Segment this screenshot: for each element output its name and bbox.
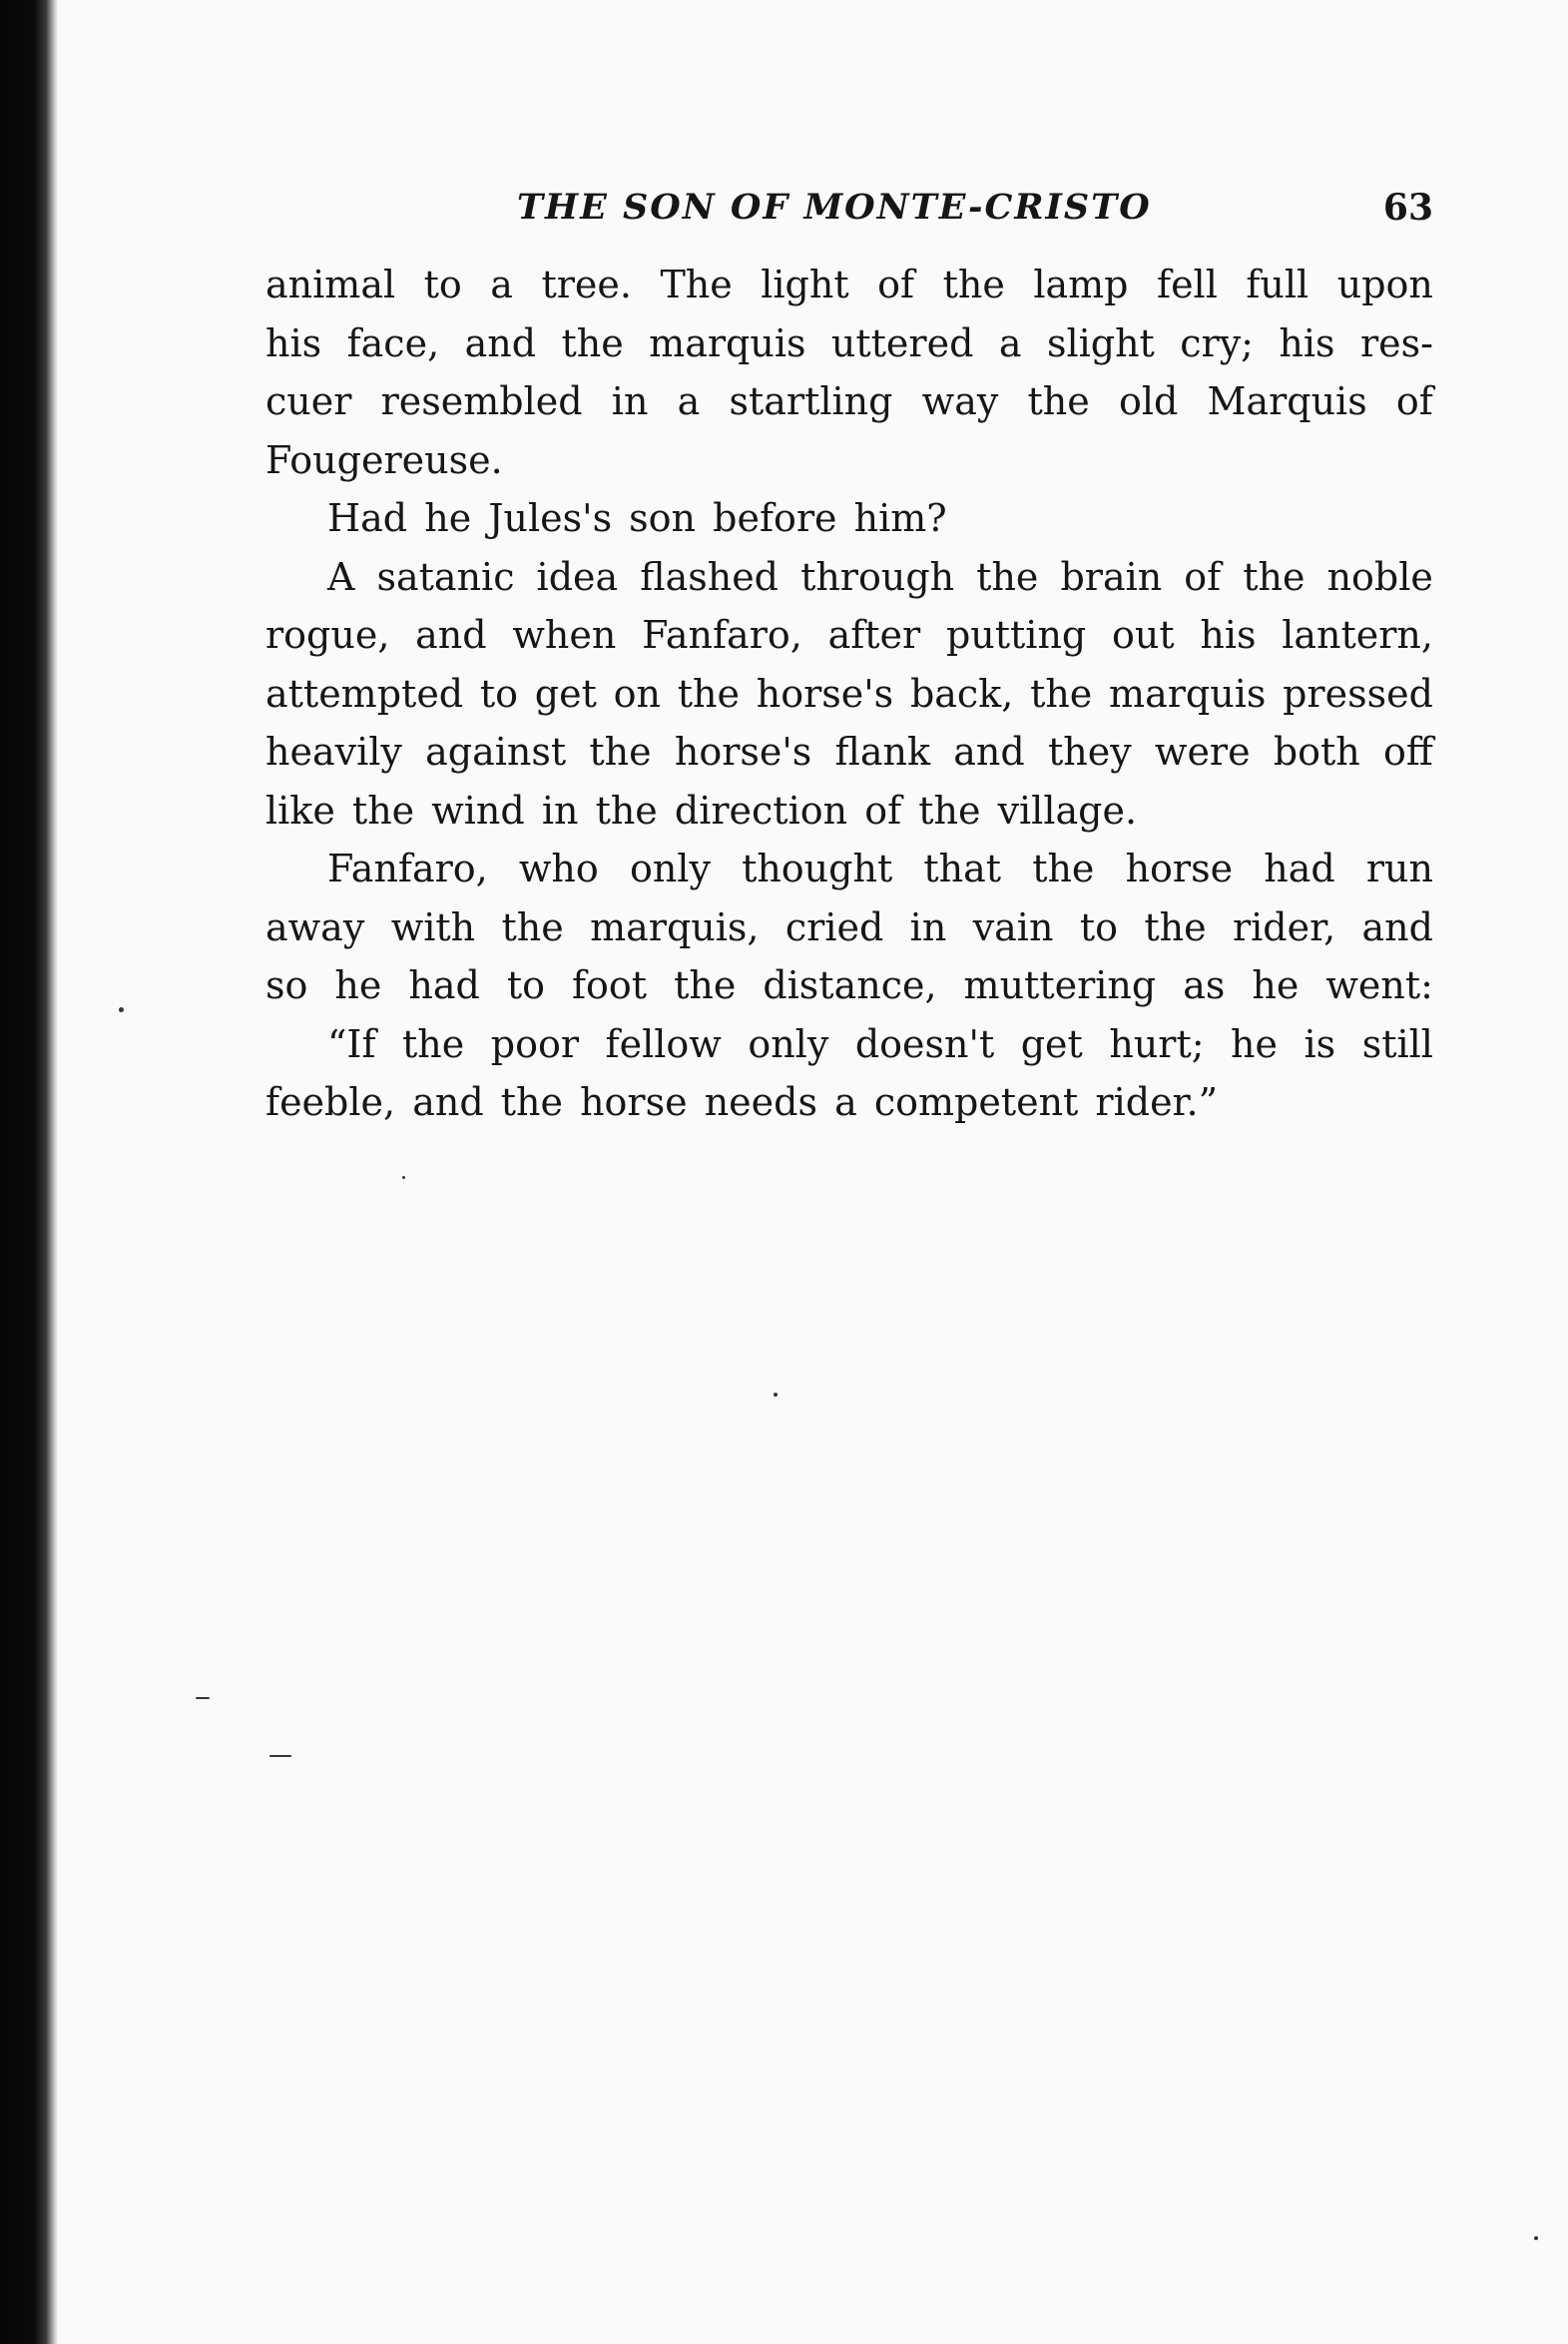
word: hurt; bbox=[1109, 1021, 1205, 1066]
page-number: 63 bbox=[1382, 187, 1433, 229]
word: A bbox=[327, 554, 355, 599]
word: face, bbox=[346, 320, 440, 365]
word: cry; bbox=[1180, 320, 1254, 365]
word: the bbox=[976, 554, 1039, 599]
word: fell bbox=[1157, 263, 1218, 306]
word: the bbox=[1144, 904, 1207, 949]
word: is bbox=[1304, 1021, 1336, 1066]
word: run bbox=[1365, 847, 1433, 890]
word: upon bbox=[1336, 263, 1433, 306]
word: the bbox=[1032, 847, 1095, 890]
word: horse's bbox=[756, 671, 894, 716]
word: get bbox=[1020, 1021, 1083, 1066]
word: when bbox=[512, 613, 617, 657]
word: the bbox=[589, 730, 652, 774]
word: rider, bbox=[1232, 904, 1336, 949]
word: of bbox=[1184, 554, 1222, 599]
word: Fanfaro, bbox=[327, 847, 488, 890]
running-title: THE SON OF MONTE-CRISTO bbox=[517, 187, 1152, 228]
word: foot bbox=[571, 963, 648, 1007]
word: Had bbox=[327, 496, 408, 540]
word: a bbox=[998, 320, 1022, 365]
word: the bbox=[1027, 379, 1090, 423]
text-line bbox=[265, 898, 1433, 957]
print-speck bbox=[402, 1176, 405, 1179]
word: of bbox=[1395, 379, 1433, 423]
text-line bbox=[265, 840, 1433, 898]
word: The bbox=[660, 263, 733, 306]
body-text bbox=[265, 256, 1433, 1132]
word: so bbox=[265, 963, 308, 1007]
word: the bbox=[501, 904, 564, 949]
word: old bbox=[1118, 379, 1179, 423]
word: lamp bbox=[1033, 263, 1129, 306]
word: marquis bbox=[649, 320, 806, 365]
word: away bbox=[265, 904, 365, 949]
word: cried bbox=[784, 904, 884, 949]
text-line bbox=[265, 1073, 1433, 1132]
word: and bbox=[415, 613, 487, 657]
word: poor bbox=[490, 1021, 580, 1066]
word: fellow bbox=[605, 1021, 722, 1066]
word: animal bbox=[265, 263, 396, 306]
word: who bbox=[518, 847, 599, 890]
word: the bbox=[561, 320, 624, 365]
word: the bbox=[500, 1080, 563, 1124]
word: the bbox=[595, 788, 658, 833]
print-speck bbox=[269, 1755, 291, 1757]
word: the bbox=[1243, 554, 1306, 599]
word: the bbox=[351, 788, 415, 833]
word: wind bbox=[431, 788, 525, 833]
word: and bbox=[953, 730, 1025, 774]
word: and bbox=[464, 320, 537, 365]
word: horse bbox=[1125, 847, 1234, 890]
word: the bbox=[918, 788, 981, 833]
word: the bbox=[402, 1021, 465, 1066]
text-line bbox=[265, 548, 1433, 607]
word: doesn't bbox=[854, 1021, 995, 1066]
word: of bbox=[877, 263, 915, 306]
word: to bbox=[423, 263, 462, 306]
word: and bbox=[1361, 904, 1433, 949]
word: marquis bbox=[1109, 671, 1267, 716]
word: Jules's bbox=[488, 496, 613, 540]
word: he bbox=[424, 496, 472, 540]
word: still bbox=[1361, 1021, 1433, 1066]
word: full bbox=[1246, 263, 1309, 306]
word: the bbox=[674, 963, 737, 1007]
word: horse bbox=[580, 1080, 688, 1124]
word: direction bbox=[674, 788, 848, 833]
word: cuer bbox=[265, 379, 352, 423]
word: noble bbox=[1326, 554, 1433, 599]
word: lantern, bbox=[1282, 613, 1433, 657]
word: to bbox=[1079, 904, 1118, 949]
word: back, bbox=[909, 671, 1014, 716]
word: res- bbox=[1360, 320, 1433, 365]
word: a bbox=[834, 1080, 857, 1124]
word: brain bbox=[1060, 554, 1163, 599]
word: distance, bbox=[763, 963, 937, 1007]
word: flashed bbox=[640, 554, 780, 599]
word: heavily bbox=[265, 730, 402, 774]
word: rogue, bbox=[265, 613, 390, 657]
word: went: bbox=[1325, 963, 1433, 1007]
text-line bbox=[265, 372, 1433, 431]
word: get bbox=[534, 671, 597, 716]
word: “If bbox=[327, 1021, 376, 1066]
word: thought bbox=[742, 847, 893, 890]
text-line bbox=[265, 782, 1433, 841]
word: through bbox=[800, 554, 955, 599]
word: village. bbox=[997, 788, 1138, 833]
word: attempted bbox=[265, 671, 464, 716]
word: off bbox=[1383, 730, 1433, 774]
word: feeble, bbox=[265, 1080, 396, 1124]
word: they bbox=[1047, 730, 1132, 774]
word: had bbox=[1264, 847, 1335, 890]
word: resembled bbox=[380, 379, 583, 423]
text-line bbox=[265, 956, 1433, 1015]
word: his bbox=[1200, 613, 1257, 657]
word: in bbox=[909, 904, 947, 949]
word: as bbox=[1183, 963, 1226, 1007]
word: needs bbox=[704, 1080, 817, 1124]
word: Fougereuse. bbox=[265, 437, 503, 482]
word: in bbox=[611, 379, 649, 423]
word: startling bbox=[729, 379, 893, 423]
word: like bbox=[265, 788, 335, 833]
word: competent bbox=[873, 1080, 1079, 1124]
word: and bbox=[412, 1080, 484, 1124]
word: pressed bbox=[1283, 671, 1433, 716]
print-speck bbox=[196, 1697, 210, 1699]
word: against bbox=[425, 730, 567, 774]
word: uttered bbox=[830, 320, 974, 365]
word: both bbox=[1273, 730, 1360, 774]
word: had bbox=[408, 963, 480, 1007]
word: slight bbox=[1046, 320, 1155, 365]
word: rider.” bbox=[1095, 1080, 1219, 1124]
word: in bbox=[541, 788, 579, 833]
word: son bbox=[629, 496, 697, 540]
word: that bbox=[923, 847, 1002, 890]
text-line bbox=[265, 314, 1433, 373]
word: him? bbox=[853, 496, 947, 540]
word: before bbox=[713, 496, 837, 540]
word: only bbox=[629, 847, 711, 890]
word: his bbox=[1279, 320, 1335, 365]
word: the bbox=[1030, 671, 1093, 716]
word: a bbox=[677, 379, 701, 423]
word: light bbox=[761, 263, 849, 306]
word: putting bbox=[945, 613, 1087, 657]
print-speck bbox=[1534, 2236, 1538, 2240]
word: tree. bbox=[541, 263, 632, 306]
word: way bbox=[921, 379, 999, 423]
word: he bbox=[1231, 1021, 1279, 1066]
print-speck bbox=[774, 1393, 778, 1397]
word: he bbox=[334, 963, 382, 1007]
word: vain bbox=[972, 904, 1054, 949]
text-line bbox=[265, 256, 1433, 314]
binding-gutter-shadow bbox=[0, 0, 58, 2344]
word: the bbox=[942, 263, 1005, 306]
word: Marquis bbox=[1207, 379, 1367, 423]
text-line bbox=[265, 1015, 1433, 1074]
word: out bbox=[1111, 613, 1175, 657]
print-speck bbox=[119, 1007, 124, 1012]
word: flank bbox=[834, 730, 931, 774]
word: the bbox=[677, 671, 740, 716]
word: only bbox=[748, 1021, 829, 1066]
word: horse's bbox=[674, 730, 812, 774]
word: with bbox=[390, 904, 476, 949]
word: after bbox=[827, 613, 921, 657]
word: of bbox=[864, 788, 902, 833]
running-header bbox=[265, 178, 1433, 238]
word: marquis, bbox=[590, 904, 760, 949]
word: a bbox=[490, 263, 513, 306]
text-line bbox=[265, 665, 1433, 724]
word: idea bbox=[536, 554, 619, 599]
text-line bbox=[265, 489, 1433, 548]
text-line bbox=[265, 606, 1433, 665]
word: to bbox=[506, 963, 545, 1007]
word: Fanfaro, bbox=[642, 613, 802, 657]
word: to bbox=[479, 671, 519, 716]
text-line bbox=[265, 431, 1433, 490]
word: were bbox=[1154, 730, 1251, 774]
word: his bbox=[265, 320, 322, 365]
word: he bbox=[1252, 963, 1300, 1007]
word: on bbox=[613, 671, 661, 716]
word: muttering bbox=[963, 963, 1157, 1007]
text-line bbox=[265, 723, 1433, 782]
word: satanic bbox=[376, 554, 515, 599]
